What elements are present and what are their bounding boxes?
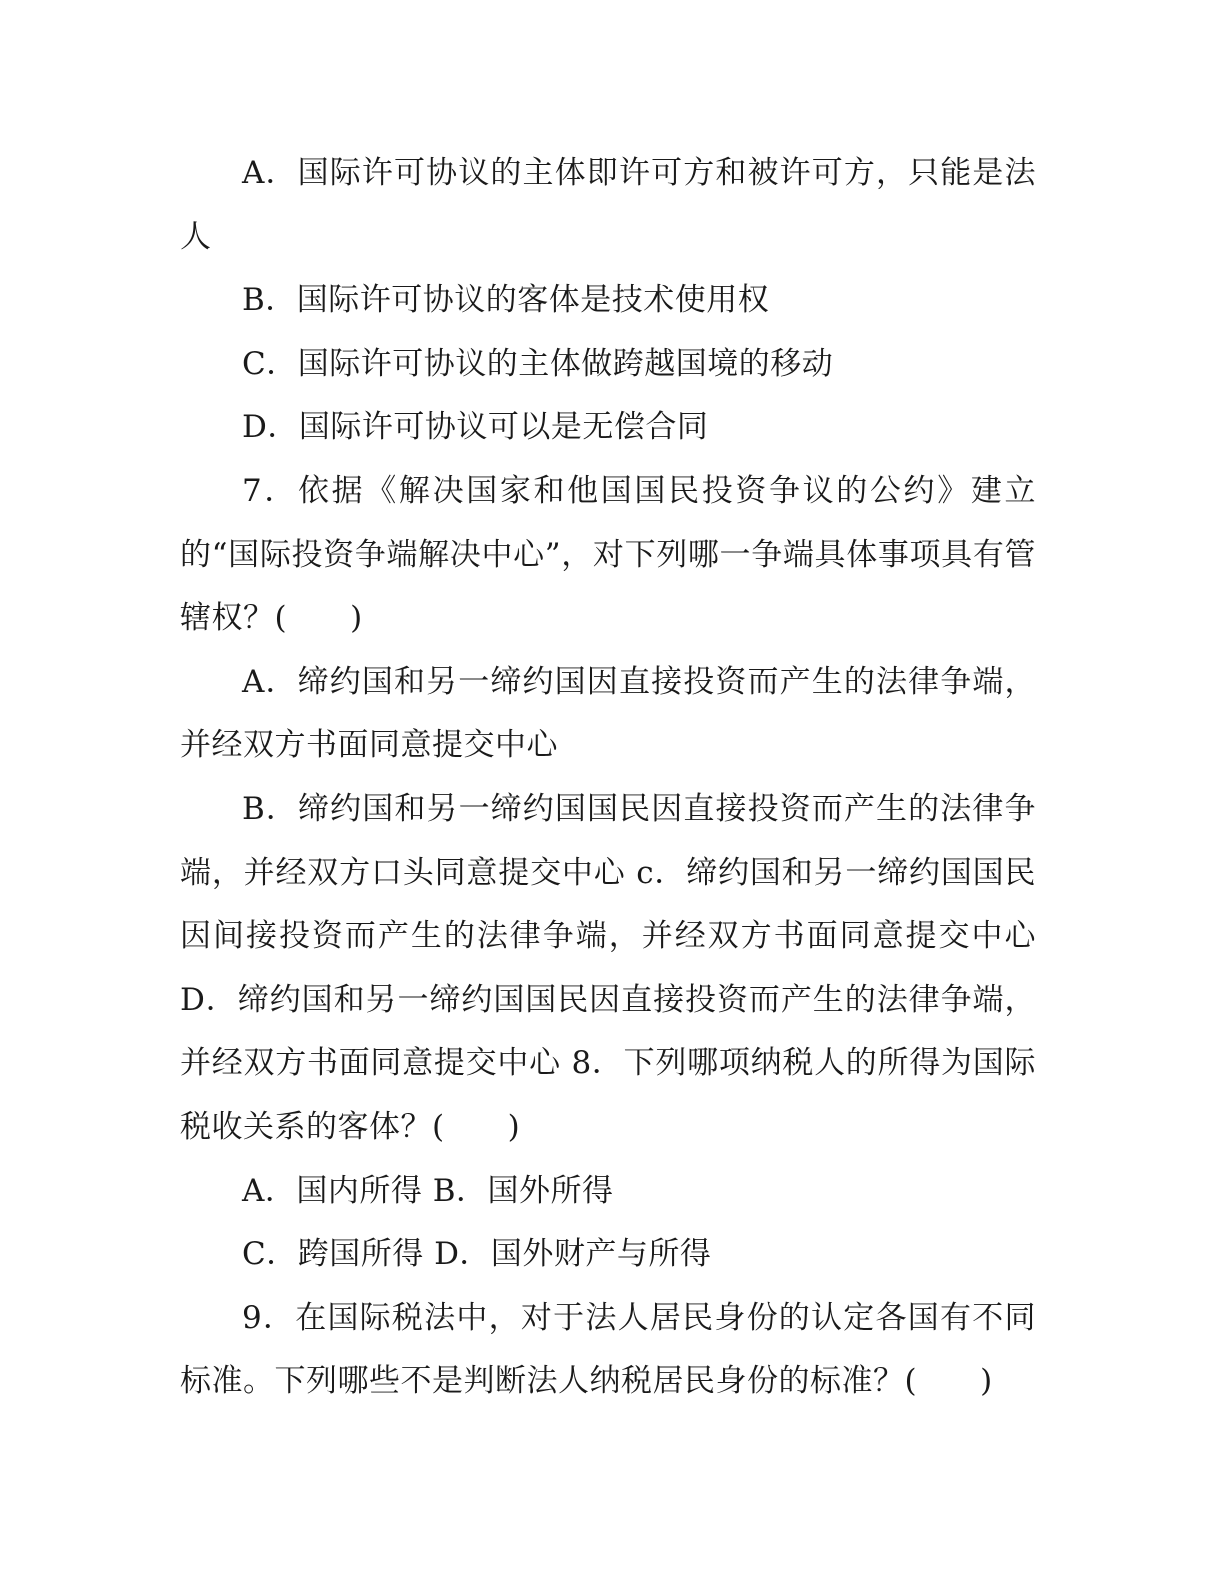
- question-7: 7．依据《解决国家和他国国民投资争议的公约》建立的“国际投资争端解决中心”，对下列哪一争端具体事项具有管辖权？( ): [180, 472, 1036, 637]
- option-a-q6: A．国际许可协议的主体即许可方和被许可方，只能是法人: [180, 155, 1036, 255]
- document-body: [180, 142, 1036, 1414]
- question-9: 9．在国际税法中，对于法人居民身份的认定各国有不同标准。下列哪些不是判断法人纳税居民身份的标准？( ): [180, 1299, 1036, 1400]
- option-b-q6: B．国际许可协议的客体是技术使用权: [242, 282, 770, 319]
- options-b-d-q7-and-question-8: B．缔约国和另一缔约国国民因直接投资而产生的法律争端，并经双方口头同意提交中心 c．缔约国和另一缔约国国民因间接投资而产生的法律争端，并经双方书面同意提交中心 D．缔约国和另一缔约国国民因直接投资而产生的法律争端，并经双方书面同意提交中心 8．下列哪项纳税人的所得为国际税收关系的客体？( ): [180, 790, 1036, 1145]
- option-a-q7: A．缔约国和另一缔约国因直接投资而产生的法律争端，并经双方书面同意提交中心: [180, 663, 1036, 764]
- option-c-q6: C．国际许可协议的主体做跨越国境的移动: [242, 345, 834, 382]
- options-c-d-q8: C．跨国所得 D．国外财产与所得: [242, 1236, 712, 1273]
- option-d-q6: D．国际许可协议可以是无偿合同: [242, 409, 709, 446]
- options-a-b-q8: A．国内所得 B．国外所得: [242, 1172, 614, 1209]
